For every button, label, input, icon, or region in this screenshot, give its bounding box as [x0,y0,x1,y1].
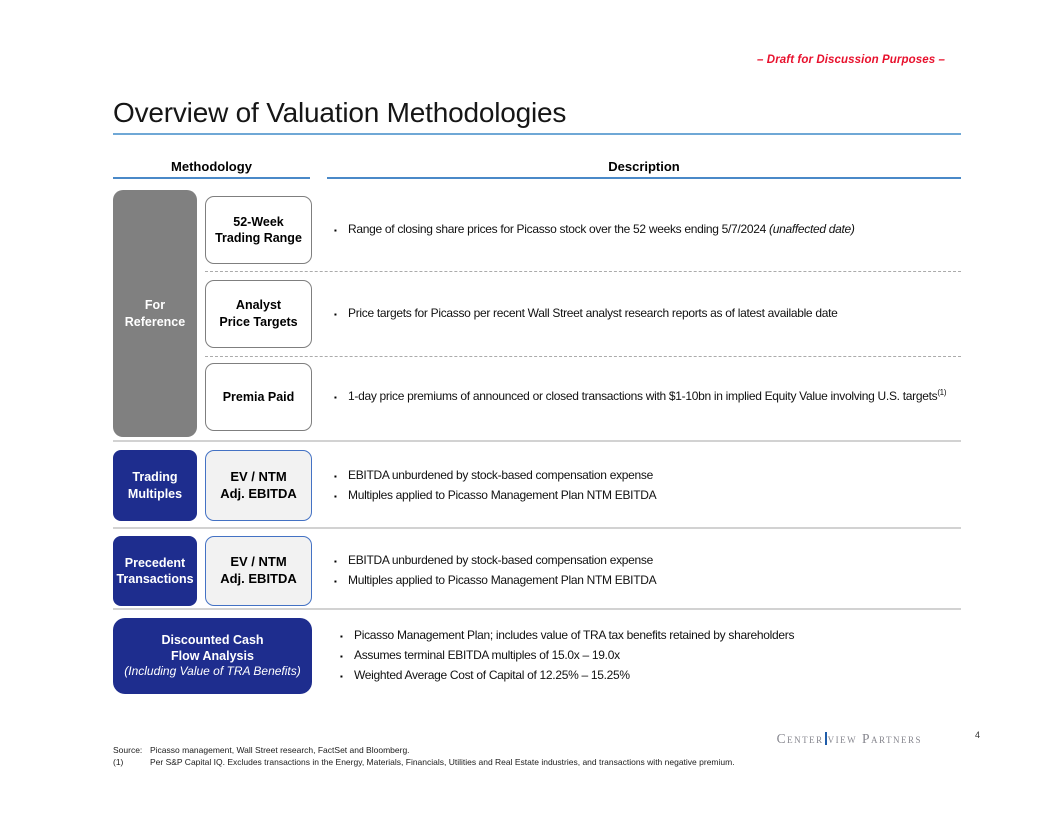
box-analyst-price-targets [205,280,312,348]
section-trading-multiples [113,450,961,521]
box-label-line: Price Targets [219,314,298,329]
bullet-text-italic: (unaffected date) [769,222,855,237]
bullet-text: Assumes terminal EBITDA multiples of 15.0x – 19.0x [354,648,620,663]
box-52-week-trading-range [205,196,312,264]
page-title: Overview of Valuation Methodologies [113,97,567,128]
bullet-text-main: 1-day price premiums of announced or closed transactions with $1-10bn in implied Equity Value involving U.S. targets [348,389,938,404]
section-for-reference [113,190,961,438]
description-header-rule [327,177,961,179]
source-footnote [113,745,410,756]
box-label-line: 52-Week [233,214,284,229]
bullet-text: Weighted Average Cost of Capital of 12.25% – 15.25% [354,667,630,682]
box-label-line: Analyst [235,298,282,313]
label-line: Discounted Cash [161,632,264,647]
section-divider [113,440,961,442]
list-item [340,646,961,666]
list-item [334,220,961,240]
bullet-icon: ▪ [340,632,343,642]
dcf-label-box [113,618,312,694]
bullet-icon: ▪ [334,557,337,567]
section-dcf [113,618,961,694]
draft-notice: – Draft for Discussion Purposes – [757,54,945,66]
description-list [334,551,961,591]
list-item [334,304,961,324]
footnote-1 [113,757,735,768]
box-label-line: Trading Range [215,231,302,245]
list-item [334,551,961,571]
section-divider [113,527,961,529]
source-label: Source: [113,745,143,755]
box-label-line: EV / NTM [230,554,287,570]
description-list [334,304,961,324]
bullet-text [348,220,855,240]
for-reference-label: For Reference [124,297,186,329]
list-item [334,387,961,407]
list-item [334,486,961,506]
box-label-line: Premia Paid [222,389,295,404]
source-text: Picasso management, Wall Street research, FactSet and Bloomberg. [150,745,410,755]
description-list [334,387,961,407]
bullet-text [348,387,946,407]
bullet-icon: ▪ [334,577,337,586]
precedent-transactions-label-box [113,536,197,606]
list-item [340,626,961,646]
bullet-icon: ▪ [340,671,343,681]
bullet-text: Price targets for Picasso per recent Wall Street analyst research reports as of latest available date [348,305,838,320]
bullet-text-main: Range of closing share prices for Picasso stock over the 52 weeks ending 5/7/2024 [348,222,769,237]
trading-multiples-label-box [113,450,197,521]
bullet-icon: ▪ [334,226,337,236]
list-item [334,466,961,486]
list-item [340,666,961,686]
row-premia-paid [205,356,961,437]
logo-text-left: Center [776,731,824,746]
bullet-icon: ▪ [334,491,337,501]
description-list [334,220,961,240]
label-line: Trading [132,470,178,485]
row-52-week-trading-range [205,190,961,270]
bullet-text: Picasso Management Plan; includes value of TRA tax benefits retained by shareholders [354,628,795,643]
label-line: Multiples [127,486,183,501]
box-premia-paid [205,363,312,431]
column-header-description: Description [608,159,680,174]
footnote-1-text: Per S&P Capital IQ. Excludes transactions in the Energy, Materials, Financials, Utilities and Real Estate industries, and transactions with negative premium. [150,757,735,767]
box-ev-ntm-adj-ebitda [205,450,312,521]
logo-text-right: view Partners [827,731,922,746]
column-header-methodology: Methodology [171,159,252,174]
label-line: Precedent [124,555,186,570]
logo-bar-icon [825,732,827,745]
box-label-line: Adj. EBITDA [220,485,297,501]
title-rule [113,133,961,135]
bullet-text: EBITDA unburdened by stock-based compensation expense [348,553,653,568]
bullet-icon: ▪ [340,652,343,662]
bullet-icon: ▪ [334,471,337,481]
bullet-icon: ▪ [334,393,337,403]
methodology-header-rule [113,177,310,179]
footnote-1-label: (1) [113,757,124,767]
bullet-icon: ▪ [334,309,337,319]
section-divider [113,608,961,610]
label-line-italic: (Including Value of TRA Benefits) [124,664,301,679]
list-item [334,571,961,591]
description-list [334,466,961,506]
bullet-text: EBITDA unburdened by stock-based compensation expense [348,467,653,482]
bullet-text: Multiples applied to Picasso Management Plan NTM EBITDA [348,573,657,587]
description-list [340,626,961,685]
label-line: Flow Analysis [171,649,254,664]
footnote-superscript: (1) [937,388,947,398]
box-label-line: EV / NTM [230,468,287,484]
box-ev-ntm-adj-ebitda [205,536,312,606]
for-reference-label-box [113,190,197,437]
bullet-text: Multiples applied to Picasso Management Plan NTM EBITDA [348,487,657,502]
box-label-line: Adj. EBITDA [220,571,297,586]
row-analyst-price-targets [205,271,961,355]
section-precedent-transactions [113,536,961,606]
centerview-partners-logo [777,731,922,747]
page-number: 4 [974,730,980,740]
label-line: Transactions [116,572,194,586]
